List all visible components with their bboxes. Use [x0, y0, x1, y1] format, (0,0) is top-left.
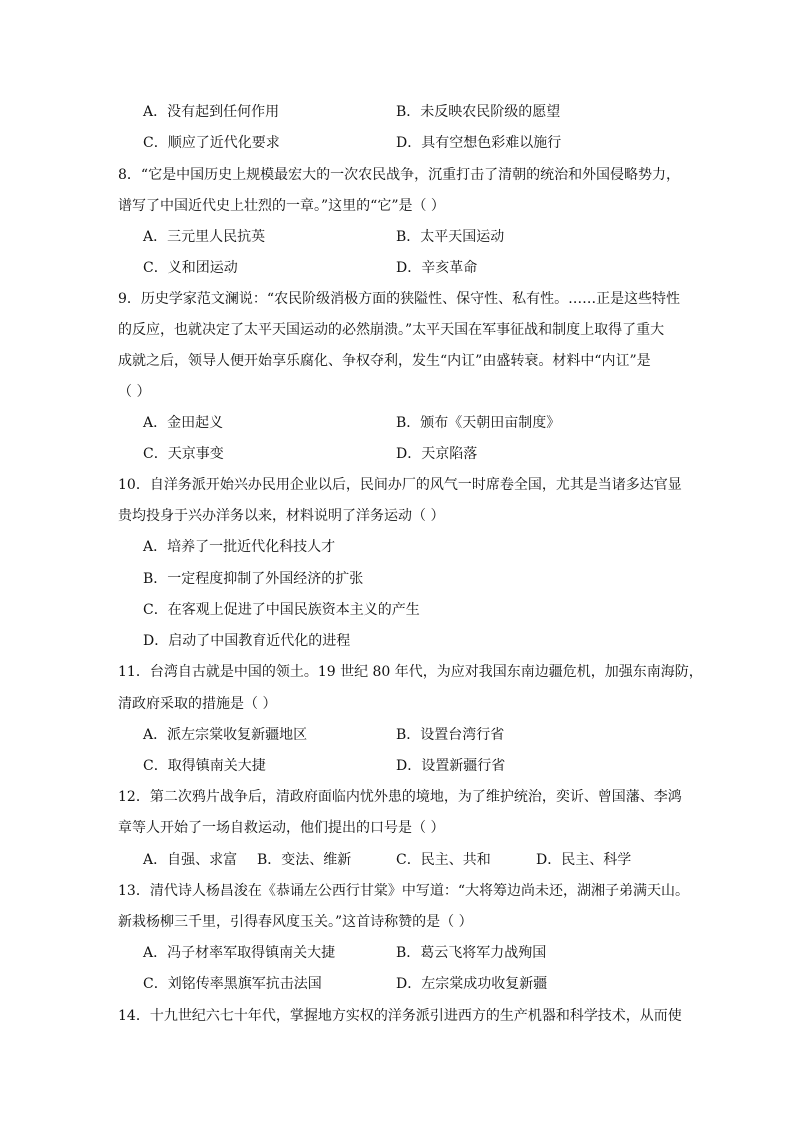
q11-stem-line-1: 11．台湾自古就是中国的领土。19 世纪 80 年代，为应对我国东南边疆危机，加强东南海防，: [118, 664, 703, 680]
q7-options-row-2: [0, 130, 794, 156]
q9-options-row-1: [0, 410, 794, 436]
q8-option-c: C．义和团运动: [143, 260, 238, 276]
q12-stem-line-2: 章等人开始了一场自救运动，他们提出的口号是（ ）: [118, 820, 445, 836]
q13-option-c: C．刘铭传率黑旗军抗击法国: [143, 976, 322, 992]
q12-option-c: C．民主、共和: [396, 852, 491, 868]
q13-options-row-2: [0, 971, 794, 997]
q9-stem-line-1: 9．历史学家范文澜说：“农民阶级消极方面的狭隘性、保守性、私有性。……正是这些特性: [118, 291, 681, 307]
q8-option-d: D．辛亥革命: [396, 260, 478, 276]
q9-option-d: D．天京陷落: [396, 446, 478, 462]
q8-stem-line-1: 8．“它是中国历史上规模最宏大的一次农民战争，沉重打击了清朝的统治和外国侵略势力，: [118, 167, 681, 183]
q7-options-row-1: [0, 99, 794, 125]
q8-options-row-1: [0, 224, 794, 250]
q10-option-d: D．启动了中国教育近代化的进程: [143, 633, 351, 649]
q13-option-d: D．左宗棠成功收复新疆: [396, 976, 548, 992]
q9-option-b: B．颁布《天朝田亩制度》: [396, 415, 561, 431]
q10-option-a-row: [0, 534, 794, 560]
q12-option-d: D．民主、科学: [536, 852, 632, 868]
q9-option-c: C．天京事变: [143, 446, 224, 462]
q13-options-row-1: [0, 940, 794, 966]
q10-option-b-row: [0, 566, 794, 592]
q11-option-c: C．取得镇南关大捷: [143, 758, 266, 774]
q11-options-row-2: [0, 753, 794, 779]
q13-option-a: A．冯子材率军取得镇南关大捷: [143, 945, 336, 961]
q7-option-b: B．未反映农民阶级的愿望: [396, 104, 561, 120]
q10-stem-line-2: 贵均投身于兴办洋务以来，材料说明了洋务运动（ ）: [118, 508, 445, 524]
q8-option-b: B．太平天国运动: [396, 229, 505, 245]
q7-option-c: C．顺应了近代化要求: [143, 135, 280, 151]
q8-options-row-2: [0, 255, 794, 281]
q9-options-row-2: [0, 441, 794, 467]
q12-options-row: [0, 847, 794, 873]
q13-option-b: B．葛云飞将军力战殉国: [396, 945, 547, 961]
q8-option-a: A．三元里人民抗英: [143, 229, 266, 245]
q11-stem-line-2: 清政府采取的措施是（ ）: [118, 696, 277, 712]
q7-option-a: A．没有起到任何作用: [143, 104, 280, 120]
q7-option-d: D．具有空想色彩难以施行: [396, 135, 562, 151]
q12-option-b: B．变法、维新: [257, 852, 352, 868]
q8-stem-line-2: 谱写了中国近代史上壮烈的一章。”这里的“它”是（ ）: [118, 198, 445, 214]
q11-option-d: D．设置新疆行省: [396, 758, 506, 774]
q10-option-c: C．在客观上促进了中国民族资本主义的产生: [143, 602, 420, 618]
q11-option-b: B．设置台湾行省: [396, 727, 505, 743]
q11-options-row-1: [0, 722, 794, 748]
q14-stem-line-1: 14．十九世纪六七十年代，掌握地方实权的洋务派引进西方的生产机器和科学技术，从而使: [118, 1008, 682, 1024]
q10-option-c-row: [0, 597, 794, 623]
q9-option-a: A．金田起义: [143, 415, 224, 431]
q10-option-b: B．一定程度抑制了外国经济的扩张: [143, 571, 364, 587]
q13-stem-line-1: 13．清代诗人杨昌浚在《恭诵左公西行甘棠》中写道：“大将筹边尚未还，湖湘子弟满天山。: [118, 883, 689, 899]
q12-stem-line-1: 12．第二次鸦片战争后，清政府面临内忧外患的境地，为了维护统治，奕䜣、曾国藩、李鸿: [118, 789, 682, 805]
q11-option-a: A．派左宗棠收复新疆地区: [143, 727, 308, 743]
q10-option-a: A．培养了一批近代化科技人才: [143, 539, 336, 555]
q10-stem-line-1: 10．自洋务派开始兴办民用企业以后，民间办厂的风气一时席卷全国，尤其是当诸多达官显: [118, 477, 682, 493]
q9-stem-line-3: 成就之后，领导人便开始享乐腐化、争权夺利，发生“内讧”由盛转衰。材料中“内讧”是: [118, 353, 651, 369]
q9-stem-line-4: （ ）: [118, 384, 151, 400]
q13-stem-line-2: 新栽杨柳三千里，引得春风度玉关。”这首诗称赞的是（ ）: [118, 914, 473, 930]
q12-option-a: A．自强、求富: [143, 852, 238, 868]
q10-option-d-row: [0, 628, 794, 654]
q9-stem-line-2: 的反应，也就决定了太平天国运动的必然崩溃。”太平天国在军事征战和制度上取得了重大: [118, 322, 665, 338]
